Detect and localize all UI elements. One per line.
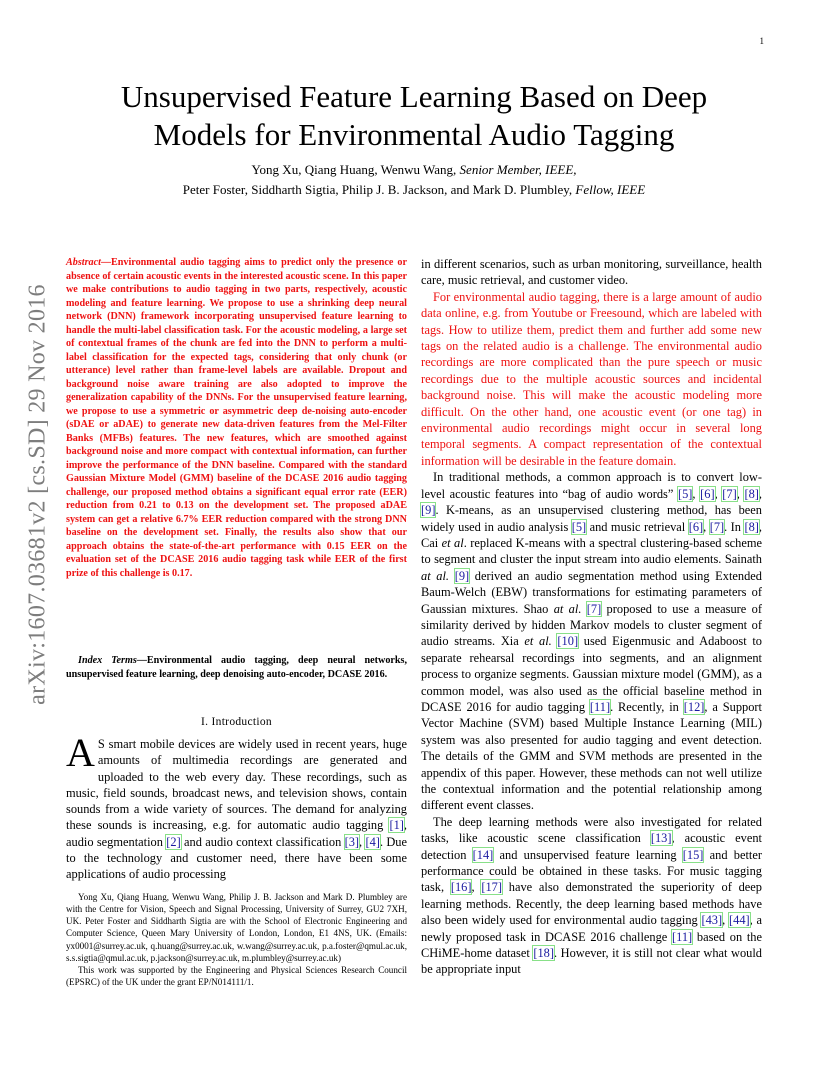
para-text: proposed to use a measure of similarity derived by hidden Markov models to cluster segment of audio streams. Xia (421, 601, 762, 649)
authors-affil-1: Senior Member, IEEE, (459, 162, 577, 177)
citation-link[interactable]: [16] (450, 880, 472, 895)
title-line-1: Unsupervised Feature Learning Based on Deep (120, 79, 708, 114)
citation-link[interactable]: [11] (672, 929, 693, 944)
citation-link[interactable]: [6] (700, 486, 715, 501)
footnote (66, 891, 407, 988)
para-text: In traditional methods, a common approach is to convert low-level acoustic features into “bag of audio words” (421, 470, 762, 501)
abstract-label: Abstract (66, 257, 101, 268)
index-terms (66, 654, 407, 681)
paper-title (60, 78, 768, 154)
citation-link[interactable]: [7] (586, 601, 602, 616)
intro-text: . Due to the technology and customer need, there have been some applications of audio processing (66, 834, 408, 882)
intro-text: smart mobile devices are widely used in recent years, huge amounts of multimedia recordings are generated and uploaded to the web every day. These recordings, such as music, field sounds, broadcast news, and television shows, contain sounds from a wide variety of sources. The demand for analyzing these sounds is increasing, e.g. for automatic audio tagging (66, 737, 407, 833)
authors-names-1: Yong Xu, Qiang Huang, Wenwu Wang, (251, 162, 457, 177)
authors-line-2 (60, 180, 768, 200)
para-text: derived an audio segmentation method using Extended Baum-Welch (EBW) transformations for estimating parameters of Gaussian mixtures. Shao (421, 568, 762, 616)
citation-link[interactable]: [3] (344, 834, 360, 849)
authors-affil-2: Fellow, IEEE (575, 182, 646, 197)
para-text: and unsupervised feature learning (493, 847, 683, 862)
citation-link[interactable]: [8] (744, 486, 759, 501)
index-terms-label: Index Terms (78, 655, 137, 666)
citation-link[interactable]: [43] (701, 913, 723, 928)
title-line-2: Models for Environmental Audio Tagging (153, 117, 675, 152)
para-italic: at al. (421, 568, 450, 583)
para-italic: et al. (524, 634, 552, 649)
para-text: used Eigenmusic and Adaboost to separate rehearsal recordings into segments, and an alignment process to organize segments. Gaussian mixture model (GMM), as a common model, was also used as the official baseline method in DCASE 2016 for audio tagging (421, 634, 762, 714)
dropcap-letter: A (66, 730, 95, 775)
para-text: , Cai (421, 519, 762, 550)
para-italic: at al. (553, 601, 582, 616)
citation-link[interactable]: [10] (557, 634, 579, 649)
section-heading: I. Introduction (201, 716, 272, 728)
citation-link[interactable]: [7] (722, 486, 737, 501)
footnote-funding: This work was supported by the Engineering and Physical Sciences Research Council (EPSRC) of the UK under the grant EP/N014111/1. (66, 964, 407, 988)
authors-names-2: Peter Foster, Siddharth Sigtia, Philip J. B. Jackson, and Mark D. Plumbley, (182, 182, 573, 197)
para-text: , acoustic event detection (421, 831, 762, 862)
para-text: , a Support Vector Machine (SVM) based Multiple Instance Learning (MIL) system was also presented for audio tagging and event detection. The details of the GMM and SVM methods are presented in the appendix of this paper. However, these methods can not well utilize the contextual information and the potential relationship among different event classes. (421, 699, 762, 813)
paragraph: in different scenarios, such as urban monitoring, surveillance, health care, music retrieval, and customer video. (421, 257, 762, 288)
index-terms-text: —Environmental audio tagging, deep neural networks, unsupervised feature learning, deep denoising auto-encoder, DCASE 2016. (66, 655, 407, 680)
abstract-text: —Environmental audio tagging aims to predict only the presence or absence of certain acoustic events in the interested acoustic scene. In this paper we make contributions to audio tagging in two parts, respectively, acoustic modeling and feature learning. We propose to use a shrinking deep neural network (DNN) framework incorporating unsupervised feature learning to handle the multi-label classification task. For the acoustic modeling, a large set of contextual frames of the chunk are fed into the DNN to perform a multi-label classification for the expected tags, considering that only chunk (or utterance) level rather than frame-level labels are available. Dropout and background noise aware training are also adopted to improve the generalization capability of the DNNs. For the unsupervised feature learning, we propose to use a symmetric or asymmetric deep de-noising auto-encoder (sDAE or aDAE) to generate new data-driven features from the Mel-Filter Banks (MFBs) features. The new features, which are smoothed against background noise and more compact with contextual information, can further improve the performance of the DNN baseline. Compared with the standard Gaussian Mixture Model (GMM) baseline of the DCASE 2016 audio tagging challenge, our proposed method obtains a significant equal error rate (EER) reduction from 0.21 to 0.13 on the development set. The proposed aDAE system can get a relative 6.7% EER reduction compared with the strong DNN baseline on the development set. Finally, the results also show that our approach obtains the state-of-the-art performance with 0.15 EER on the evaluation set of the DCASE 2016 audio tagging task while EER of the first prize of this challenge is 0.17. (66, 257, 407, 579)
arxiv-stamp (24, 284, 51, 705)
footnote-affiliations: Yong Xu, Qiang Huang, Wenwu Wang, Philip J. B. Jackson and Mark D. Plumbley are with the Centre for Vision, Speech and Signal Processing, University of Surrey, GU2 7XH, UK. Peter Foster and Siddharth Sigtia are with the School of Electronic Engineering and Computer Science, Queen Mary University of London, London, E1 4NS, UK. (Emails: yx0001@surrey.ac.uk, q.huang@surrey.ac.uk, w.wang@surrey.ac.uk, p.a.foster@qmul.ac.uk, s.s.sigtia@qmul.ac.uk, p.jackson@surrey.ac.uk, m.plumbley@surrey.ac.uk) (66, 892, 407, 963)
author-list (60, 160, 768, 200)
citation-link[interactable]: [13] (650, 831, 672, 846)
citation-link[interactable]: [2] (166, 834, 181, 849)
para-text: have also demonstrated the superiority of deep learning methods. Recently, the deep learning based methods have also been widely used for environmental audio tagging (421, 880, 762, 928)
abstract (66, 256, 407, 580)
citation-link[interactable]: [18] (533, 946, 554, 961)
para-text: and better performance could be obtained in these tasks. For music tagging task, (421, 847, 762, 895)
para-text: based on the CHiME-home dataset (421, 929, 762, 961)
paragraph-highlighted: For environmental audio tagging, there is a large amount of audio data online, e.g. from Youtube or Freesound, which are labeled with tags. How to utilize them, predict them and further add some new tags on the related audio is a challenge. The environmental audio recordings are more complicated than the pure speech or music recordings due to the multiple acoustic sources and incidental background noise. This will make the acoustic modeling more difficult. On the other hand, one acoustic event (or one tag) in environmental audio recordings might occur in several long temporal segments. A compact representation of the contextual information will be desirable in the feature domain. (421, 289, 762, 468)
para-text: . However, it is still not clear what would be appropriate input (421, 946, 762, 977)
citation-link[interactable]: [9] (421, 503, 436, 518)
citation-link[interactable]: [4] (365, 834, 380, 849)
intro-text: and audio context classification (180, 834, 345, 849)
page-number: 1 (759, 36, 764, 46)
para-text: The deep learning methods were also investigated for related tasks, like acoustic scene classification (421, 814, 762, 846)
citation-link[interactable]: [5] (677, 486, 693, 501)
paragraph: The deep learning methods were also investigated for related tasks, like acoustic scene classification [13], acoustic event detection [14] and unsupervised feature learning [15] and better performance could be obtained in these tasks. For music tagging task, [16], [17] have also demonstrated the superiority of deep learning methods. Recently, the deep learning based methods have also been widely used for environmental audio tagging [43], [44], a newly proposed task in DCASE 2016 challenge [11] based on the CHiME-home dataset [18]. However, it is still not clear what would be appropriate input (421, 814, 763, 977)
citation-link[interactable]: [9] (454, 568, 470, 583)
citation-link[interactable]: [14] (472, 847, 494, 862)
citation-link[interactable]: [15] (682, 847, 704, 862)
para-text: . replaced K-means with a spectral clustering-based scheme to segment and cluster the input stream into audio elements. Sainath (421, 535, 762, 567)
para-text: , a newly proposed task in DCASE 2016 challenge (421, 913, 763, 944)
citation-link[interactable]: [1] (389, 818, 404, 833)
citation-link[interactable]: [5] (571, 519, 587, 534)
para-italic: et al (441, 535, 464, 550)
right-column (421, 256, 762, 978)
intro-text: , audio segmentation (66, 818, 407, 849)
paragraph: In traditional methods, a common approach is to convert low-level acoustic features into “bag of audio words” [5], [6], [7], [8], [9]. K-means, as an unsupervised clustering method, has been widely used in audio analysis [5] and music retrieval [6], [7]. In [8], Cai et al. replaced K-means with a spectral clustering-based scheme to segment and cluster the input stream into audio elements. Sainath at al. [9] derived an audio segmentation method using Extended Baum-Welch (EBW) transformations for estimating parameters of Gaussian mixtures. Shao at al. [7] proposed to use a measure of similarity derived by hidden Markov models to cluster segment of audio streams. Xia et al. [10] used Eigenmusic and Adaboost to separate rehearsal recordings into segments, and an alignment process to organize segments. Gaussian mixture model (GMM), as a common model, was also used as the official baseline method in DCASE 2016 for audio tagging [11]. Recently, in [12], a Support Vector Machine (SVM) based Multiple Instance Learning (MIL) system was also presented for audio tagging and event detection. The details of the GMM and SVM methods are presented in the appendix of this paper. However, these methods can not well utilize the contextual information and the potential relationship among different event classes. (421, 470, 762, 813)
para-text: . K-means, as an unsupervised clustering method, has been widely used in audio analysis (421, 503, 762, 534)
arxiv-id: arXiv:1607.03681v2 [cs.SD] 29 Nov 2016 (24, 284, 51, 705)
citation-link[interactable]: [12] (683, 699, 705, 714)
intro-paragraph (66, 730, 408, 883)
intro-text: , (359, 834, 366, 849)
citation-link[interactable]: [17] (481, 880, 503, 895)
para-text: . In (724, 519, 745, 534)
para-text: and music retrieval (586, 519, 689, 534)
authors-line-1 (60, 160, 768, 180)
intro-first-word: S (97, 737, 105, 751)
citation-link[interactable]: [8] (744, 519, 759, 534)
para-text: . Recently, in (610, 699, 684, 714)
citation-link[interactable]: [11] (589, 699, 611, 714)
citation-link[interactable]: [7] (709, 519, 725, 534)
citation-link[interactable]: [6] (688, 519, 704, 534)
citation-link[interactable]: [44] (729, 913, 750, 928)
